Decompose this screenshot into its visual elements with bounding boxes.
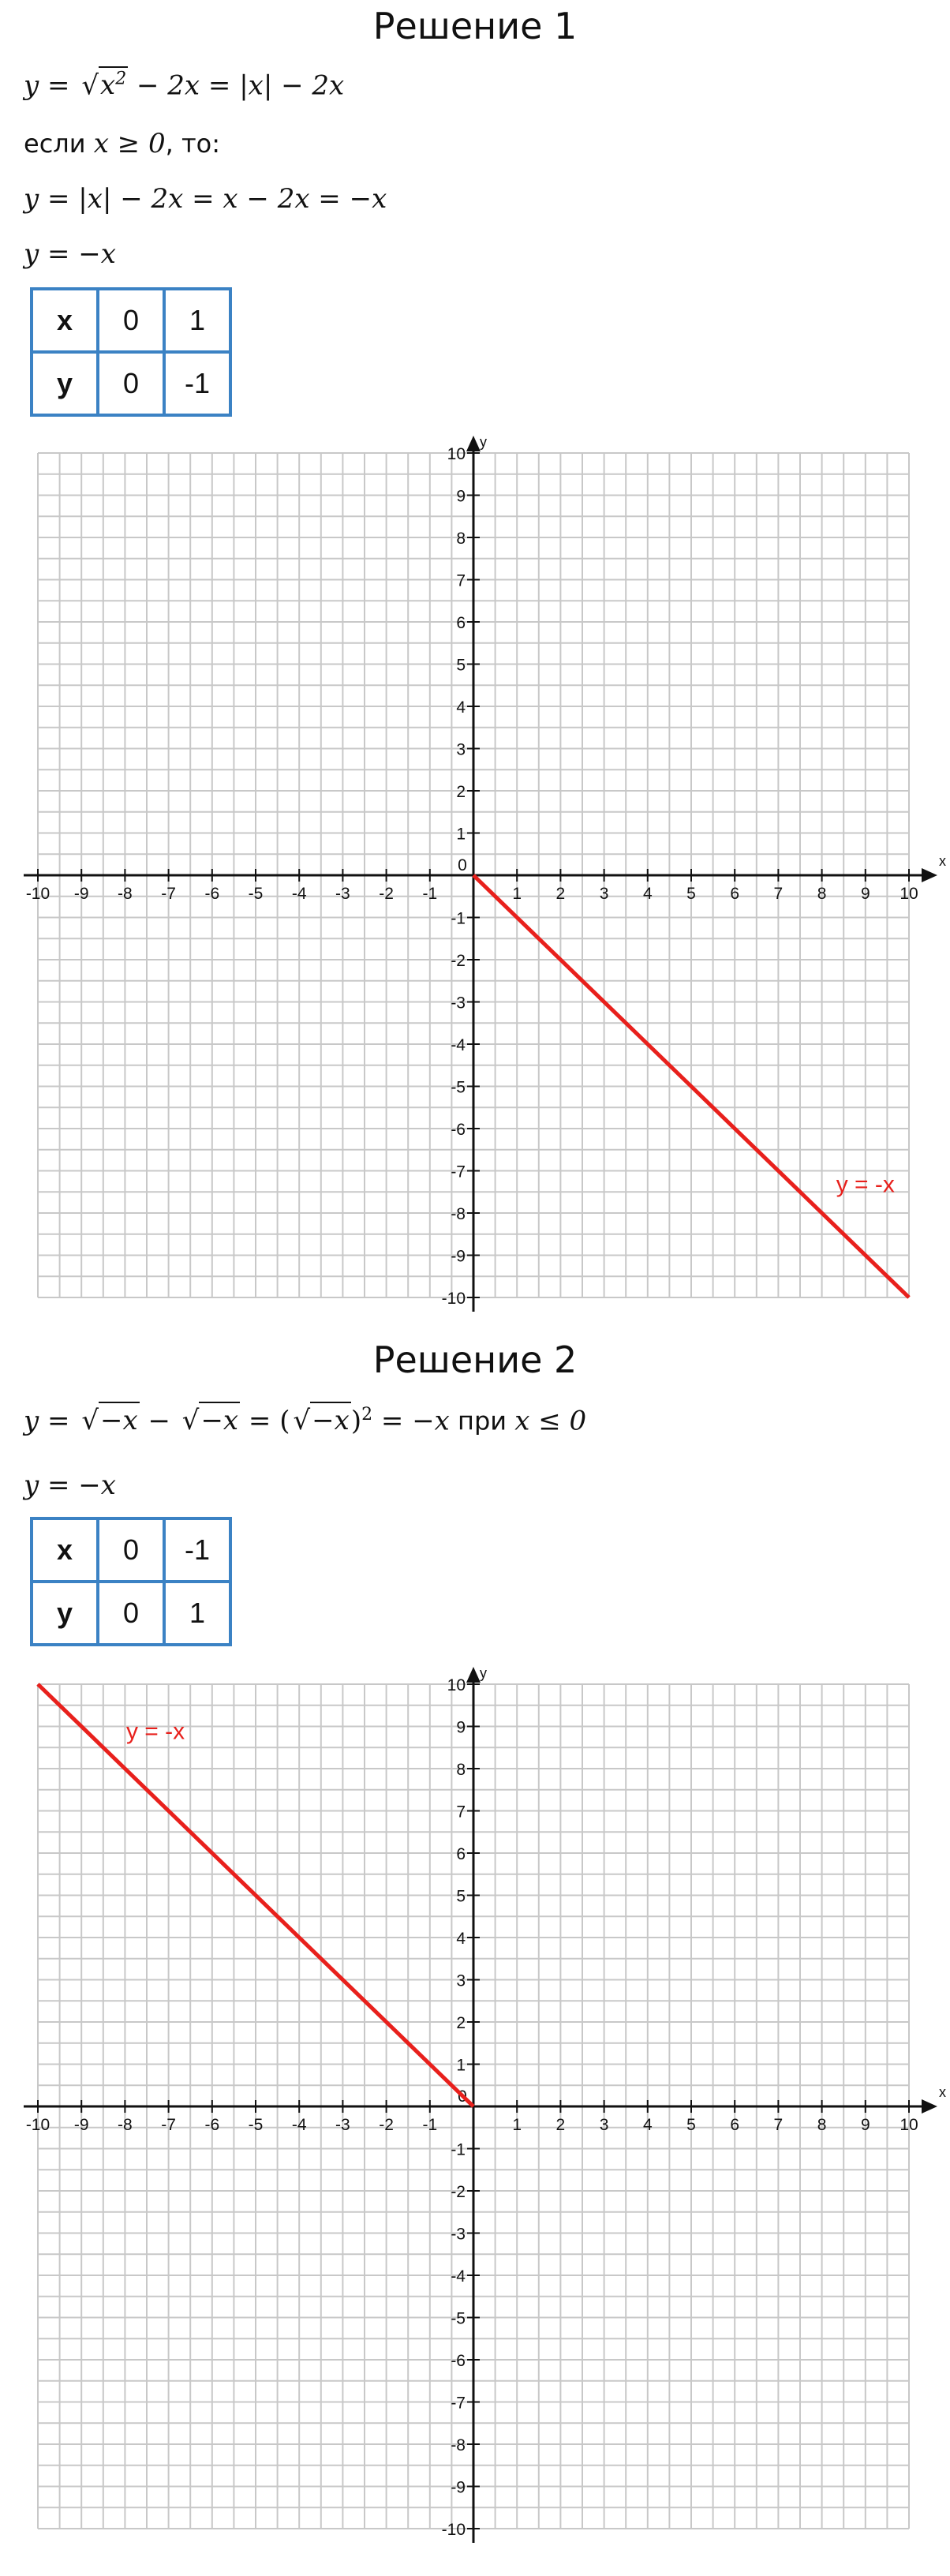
y-tick-label: -2	[451, 2183, 466, 2201]
sqrt-sign: $√x^2$	[78, 69, 128, 101]
table-cell: 0	[98, 1518, 164, 1582]
x-tick-label: 2	[555, 885, 566, 903]
y-tick-label: -8	[451, 1205, 466, 1223]
table-row-y	[32, 1582, 230, 1645]
solution-2-result: y = −x	[24, 1470, 116, 1501]
x-tick-label: -8	[118, 2116, 133, 2134]
series-label: y = -x	[836, 1171, 895, 1198]
table-cell: x	[32, 289, 98, 352]
x-tick-label: -3	[335, 2116, 350, 2134]
sqrt-content: x	[100, 69, 116, 102]
y-tick-label: -9	[451, 2478, 466, 2497]
y-tick-label: 4	[456, 1930, 466, 1948]
table-cell: 1	[164, 289, 230, 352]
x-tick-label: -1	[422, 885, 438, 903]
formula-word: при	[449, 1406, 515, 1436]
x-tick-label: -9	[73, 2116, 89, 2134]
y-tick-label: -5	[451, 2309, 466, 2328]
solution-1-result: y = −x	[24, 238, 116, 270]
x-tick-label: 4	[642, 2116, 653, 2134]
table-cell: y	[32, 1582, 98, 1645]
x-tick-label: -2	[379, 2116, 394, 2134]
formula-condition: x ≤ 0	[514, 1405, 587, 1437]
y-tick-label: -7	[451, 2394, 466, 2413]
table-cell: x	[32, 1518, 98, 1582]
y-tick-label: -1	[451, 2140, 466, 2159]
sqrt-content: −x	[99, 1402, 140, 1436]
condition-math: x ≥ 0	[93, 128, 166, 159]
y-tick-label: -8	[451, 2436, 466, 2454]
y-tick-label: 6	[456, 614, 466, 632]
y-tick-label: 6	[456, 1845, 466, 1863]
y-tick-label: -2	[451, 952, 466, 970]
table-cell: 0	[98, 1582, 164, 1645]
sqrt-sign: √−x	[78, 1405, 139, 1436]
y-axis-label: y	[480, 1665, 487, 1681]
table-row-x	[32, 1518, 230, 1582]
formula-exponent: 2	[361, 1405, 373, 1425]
x-tick-label: 6	[730, 2116, 740, 2134]
sqrt-content: −x	[199, 1402, 240, 1436]
y-tick-label: 7	[456, 571, 466, 590]
x-tick-label: 5	[686, 885, 696, 903]
y-tick-label: 10	[447, 1676, 466, 1694]
y-tick-label: -4	[451, 1036, 466, 1054]
y-tick-label: -3	[451, 2225, 466, 2244]
solution-1-title: Решение 1	[372, 5, 578, 47]
formula-rest: = −x	[372, 1405, 450, 1437]
x-tick-label: 9	[860, 885, 870, 903]
y-tick-label: -1	[451, 909, 466, 928]
x-tick-label: -10	[25, 2116, 50, 2134]
y-tick-label: 5	[456, 656, 466, 675]
formula-eq: =	[39, 69, 79, 102]
x-tick-label: -6	[204, 885, 220, 903]
solution-2-graph	[0, 1657, 950, 2565]
x-tick-label: -7	[161, 2116, 176, 2134]
formula-lhs: y =	[24, 1405, 79, 1437]
sqrt-content: −x	[310, 1402, 351, 1436]
formula-rest: − 2x = |x| − 2x	[128, 69, 345, 102]
series-label: y = -x	[125, 1718, 185, 1745]
x-tick-label: 3	[599, 885, 609, 903]
table-cell: y	[32, 352, 98, 415]
sqrt-exponent: 2	[115, 69, 127, 89]
y-tick-label: 1	[456, 825, 466, 844]
formula-y: y	[24, 69, 39, 102]
x-tick-label: -5	[248, 2116, 264, 2134]
y-tick-label: 7	[456, 1803, 466, 1822]
x-tick-label: -7	[161, 885, 176, 903]
solution-1-formula	[24, 69, 344, 101]
y-tick-label: 3	[456, 740, 466, 759]
y-tick-label: 8	[456, 530, 466, 548]
formula-minus: −	[139, 1405, 179, 1437]
x-tick-label: 10	[900, 885, 918, 903]
x-tick-label: 1	[512, 885, 522, 903]
solution-1-simplification: y = |x| − 2x = x − 2x = −x	[24, 183, 387, 215]
x-tick-label: 7	[773, 2116, 784, 2134]
y-tick-label: -5	[451, 1078, 466, 1097]
y-tick-label: 8	[456, 1761, 466, 1779]
sqrt-sign: √−x	[179, 1405, 240, 1436]
x-tick-label: 8	[817, 885, 827, 903]
formula-eq: = (	[240, 1405, 290, 1437]
solution-1-condition	[24, 128, 220, 159]
x-tick-label: 2	[555, 2116, 566, 2134]
table-cell: -1	[164, 1518, 230, 1582]
table-cell: 0	[98, 289, 164, 352]
y-tick-label: -9	[451, 1247, 466, 1266]
x-axis-arrow-icon	[922, 2099, 937, 2114]
x-axis-label: x	[939, 2084, 946, 2100]
x-tick-label: -9	[73, 885, 89, 903]
y-axis-arrow-icon	[466, 436, 481, 451]
y-tick-label: 2	[456, 783, 466, 801]
y-tick-label: 4	[456, 698, 466, 717]
y-axis-label: y	[480, 434, 487, 450]
x-tick-label: 10	[900, 2116, 918, 2134]
x-tick-label: 3	[599, 2116, 609, 2134]
y-tick-label: 5	[456, 1887, 466, 1906]
solution-2-value-table	[30, 1517, 232, 1646]
table-cell: 1	[164, 1582, 230, 1645]
y-tick-label: -10	[441, 2521, 466, 2539]
y-tick-label: -10	[441, 1290, 466, 1308]
y-tick-label: 9	[456, 1718, 466, 1737]
y-tick-label: 1	[456, 2056, 466, 2075]
solution-2-formula	[24, 1405, 586, 1436]
formula-close: )	[350, 1405, 362, 1437]
table-cell: 0	[98, 352, 164, 415]
x-tick-label: -1	[422, 2116, 438, 2134]
y-tick-label: -3	[451, 994, 466, 1013]
table-row-y	[32, 352, 230, 415]
x-tick-label: 7	[773, 885, 784, 903]
y-tick-label: -6	[451, 1121, 466, 1139]
x-tick-label: -8	[118, 885, 133, 903]
x-tick-label: -5	[248, 885, 264, 903]
y-tick-label: 2	[456, 2014, 466, 2032]
x-tick-label: -4	[291, 885, 307, 903]
x-tick-label: 6	[730, 885, 740, 903]
solution-2-title: Решение 2	[372, 1339, 578, 1381]
x-tick-label: 9	[860, 2116, 870, 2134]
solution-1-graph	[0, 426, 950, 1334]
x-tick-label: -6	[204, 2116, 220, 2134]
x-tick-label: -2	[379, 885, 394, 903]
x-axis-label: x	[939, 853, 946, 869]
x-tick-label: 1	[512, 2116, 522, 2134]
x-tick-label: -3	[335, 885, 350, 903]
solution-1-value-table	[30, 287, 232, 417]
x-tick-label: -10	[25, 885, 50, 903]
x-axis-arrow-icon	[922, 868, 937, 882]
x-tick-label: 0	[458, 2087, 467, 2106]
x-tick-label: 4	[642, 885, 653, 903]
table-cell: -1	[164, 352, 230, 415]
condition-suffix: , то:	[165, 129, 220, 159]
y-axis-arrow-icon	[466, 1667, 481, 1683]
x-tick-label: 5	[686, 2116, 696, 2134]
y-tick-label: 9	[456, 487, 466, 506]
table-row-x	[32, 289, 230, 352]
x-tick-label: 8	[817, 2116, 827, 2134]
y-tick-label: -7	[451, 1163, 466, 1181]
sqrt-sign: √−x	[290, 1405, 350, 1436]
y-tick-label: -4	[451, 2267, 466, 2286]
y-tick-label: -6	[451, 2352, 466, 2370]
condition-prefix: если	[24, 129, 94, 159]
y-tick-label: 3	[456, 1971, 466, 1990]
x-tick-label: -4	[291, 2116, 307, 2134]
x-tick-label: 0	[458, 856, 467, 874]
y-tick-label: 10	[447, 445, 466, 463]
